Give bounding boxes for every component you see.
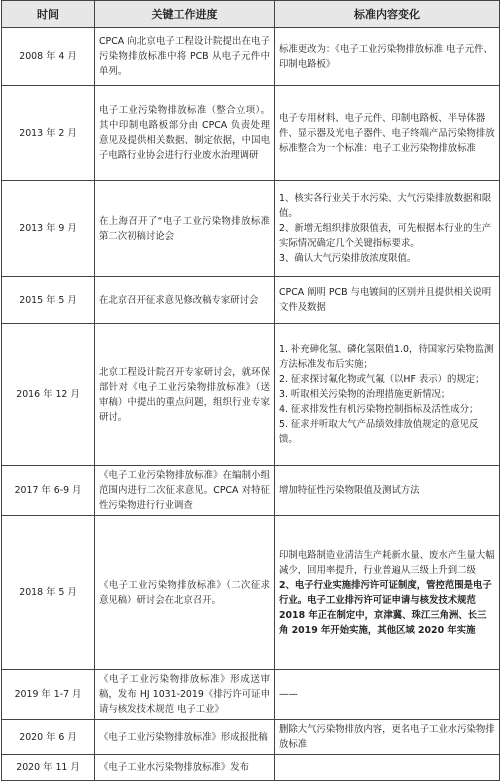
row-progress: CPCA 向北京电子工程设计院提出在电子污染物排放标准中将 PCB 从电子元件中单列。 — [95, 28, 275, 86]
row-progress: 《电子工业污染物排放标准》形成报批稿 — [95, 720, 275, 755]
change-line: CPCA 阐明 PCB 与电镀间的区别并且提供相关说明文件及数据 — [279, 287, 492, 313]
row-progress: 《电子工业污染物排放标准》在编制小组范围内进行二次征求意见。CPCA 对特征性污染物进行行业调查 — [95, 466, 275, 516]
change-line: 3、确认大气污染排放浓度限值。 — [279, 253, 417, 264]
change-line: 标准更改为：《电子工业污染物排放标准 电子元件、印制电路板》 — [279, 43, 493, 70]
change-line: 电子专用材料、电子元件、印制电路板、半导体器件、显示器及光电子器件、电子终端产品污染物排放标准整合为一个标准：电子工业污染物排放标准 — [279, 112, 495, 154]
row-time: 2020 年 11 月 — [2, 755, 95, 781]
change-line: 2. 征求探讨氟化物或气氟（以HF 表示）的规定； — [279, 374, 485, 385]
row-progress: 《电子工业水污染物排放标准》发布 — [95, 755, 275, 781]
row-change — [275, 324, 500, 466]
row-time: 2020 年 6 月 — [2, 720, 95, 755]
row-time: 2015 年 5 月 — [2, 277, 95, 324]
table-row — [2, 670, 500, 720]
row-time: 2013 年 9 月 — [2, 181, 95, 277]
change-line: 1. 补充砷化氢、磷化氢限值1.0，待国家污染物监测方法标准发布后实施； — [279, 344, 494, 370]
change-line: 1、核实各行业关于水污染、大气污染排放数据和限值。 — [279, 193, 492, 219]
row-change — [275, 670, 500, 720]
header-progress: 关键工作进度 — [95, 1, 275, 28]
change-line: 3. 听取相关污染物的治理措施更新情况； — [279, 389, 451, 400]
change-line: 印制电路制造业清洁生产耗新水量、废水产生量大幅减少，回用率提升，行业普遍从三级上升到二级 — [279, 549, 495, 576]
row-change — [275, 516, 500, 670]
change-line: 4. 征求排发性有机污染物控制指标及活性成分； — [279, 404, 479, 415]
row-change — [275, 466, 500, 516]
row-progress: 电子工业污染物排放标准（整合立项）。其中印制电路板部分由 CPCA 负责处理意见及提供相关数据、制定依据，中国电子电路行业协会进行行业废水治理调研 — [95, 86, 275, 181]
row-progress: 在上海召开了“电子工业污染物排放标准第二次初稿讨论会 — [95, 181, 275, 277]
table-row — [2, 181, 500, 277]
table-row — [2, 277, 500, 324]
change-line: 2、新增无组织排放限值表，可先根据本行业的生产实际情况确定几个关键指标要求。 — [279, 223, 492, 249]
row-progress: 北京工程设计院召开专家研讨会，就环保部针对《电子工业污染物排放标准》（送审稿）中提出的重点问题，组织行业专家研讨。 — [95, 324, 275, 466]
table-row — [2, 86, 500, 181]
row-change — [275, 86, 500, 181]
table-row — [2, 28, 500, 86]
row-change — [275, 277, 500, 324]
change-line-bold: 2、电子行业实施排污许可证制度，管控范围是电子行业。电子工业排污许可证申请与核发技术规范 2018 年正在制定中，京津冀、珠江三角洲、长三角 2019 年开始实施，其他区域 2020 年实施 — [279, 579, 492, 636]
row-progress: 《电子工业污染物排放标准》（二次征求意见稿）研讨会在北京召开。 — [95, 516, 275, 670]
row-time: 2018 年 5 月 — [2, 516, 95, 670]
row-time: 2019 年 1-7 月 — [2, 670, 95, 720]
table-row — [2, 466, 500, 516]
change-line: 增加特征性污染物限值及测试方法 — [279, 485, 420, 496]
table-row — [2, 755, 500, 781]
header-time: 时间 — [2, 1, 95, 28]
table-row — [2, 720, 500, 755]
row-change — [275, 28, 500, 86]
row-progress: 在北京召开征求意见修改稿专家研讨会 — [95, 277, 275, 324]
table-header-row — [2, 1, 500, 28]
row-time: 2013 年 2 月 — [2, 86, 95, 181]
change-line: 删除大气污染物排放内容，更名电子工业水污染物排放标准 — [279, 724, 495, 750]
table-row — [2, 324, 500, 466]
row-change — [275, 181, 500, 277]
row-change — [275, 720, 500, 755]
row-time: 2008 年 4 月 — [2, 28, 95, 86]
change-line: 5. 征求并听取大气产品绩效排放值规定的意见反馈。 — [279, 419, 479, 445]
standards-timeline-table — [1, 0, 500, 781]
row-time: 2017 年 6-9 月 — [2, 466, 95, 516]
header-change: 标准内容变化 — [275, 1, 500, 28]
row-time: 2016 年 12 月 — [2, 324, 95, 466]
row-change — [275, 755, 500, 781]
row-progress: 《电子工业污染物排放标准》形成送审稿，发布 HJ 1031-2019《排污许可证申请与核发技术规范 电子工业》 — [95, 670, 275, 720]
change-line: —— — [279, 689, 298, 700]
table-row — [2, 516, 500, 670]
